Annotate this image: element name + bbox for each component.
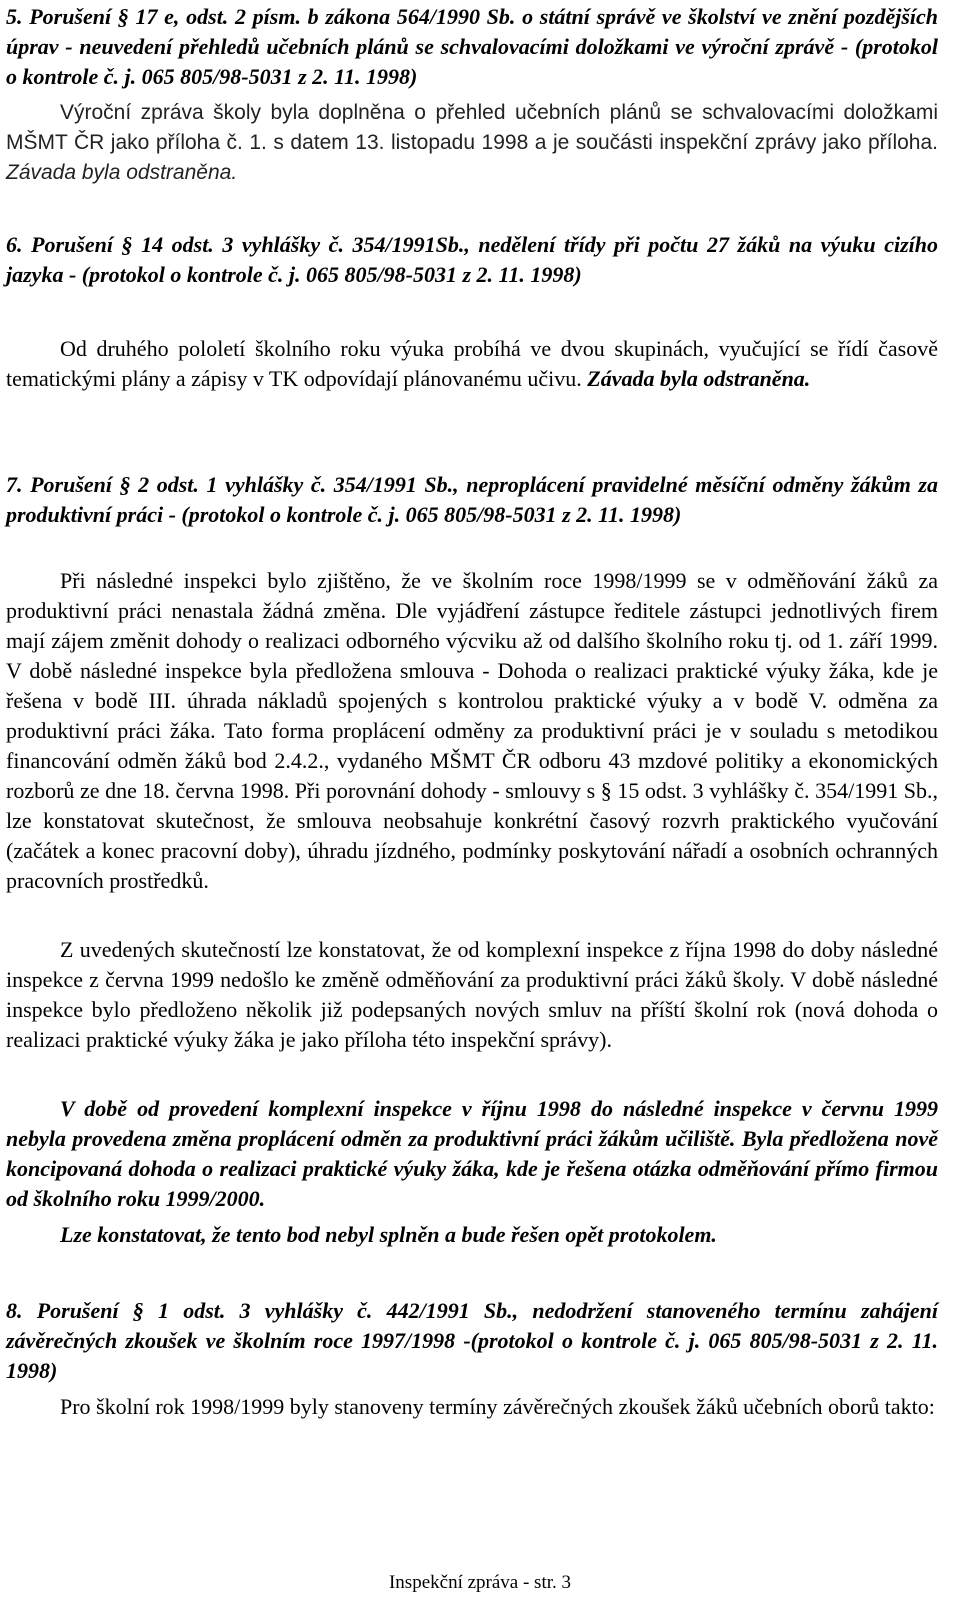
section-6-text: Od druhého pololetí školního roku výuka probíhá ve dvou skupinách, vyučující se řídí časově tematickými plány a zápisy v TK odpovídají plánovanému učivu. <box>6 336 938 391</box>
page-footer: Inspekční zpráva - str. 3 <box>388 1572 572 1593</box>
section-7-paragraph-4: Lze konstatovat, že tento bod nebyl splněn a bude řešen opět protokolem. <box>60 1222 717 1247</box>
section-7-paragraph-1: Při následné inspekci bylo zjištěno, že ve školním roce 1998/1999 se v odměňování žáků za produktivní práci nenastala žádná změna. Dle vyjádření zástupce ředitele zástupci jednotlivých firem mají zájem změnit dohody o realizaci odborného výcviku až od dalšího školního roku tj. od 1. září 1999. V době následné inspekce byla předložena smlouva - Dohoda o realizaci praktické výuky žáka, kde je řešena v bodě III. úhrada nákladů spojených s kontrolou praktické výuky a v bodě V. odměna za produktivní práci žáka. Tato forma proplácení odměny za produktivní práci je v souladu s metodikou financování odměn žáků bod 2.4.2., vydaného MŠMT ČR odboru 43 mzdové politiky a ekonomických rozborů ze dne 18. června 1998. Při porovnání dohody - smlouvy s § 15 odst. 3 vyhlášky č. 354/1991 Sb., lze konstatovat skutečnost, že smlouva neobsahuje konkrétní časový rozvrh praktického vyučování (začátek a konec pracovní doby), úhradu jízdného, podmínky poskytování nářadí a osobních ochranných pracovních prostředků. <box>6 568 938 893</box>
section-7-title: 7. Porušení § 2 odst. 1 vyhlášky č. 354/1991 Sb., neproplácení pravidelné měsíční odměny žákům za produktivní práci - (protokol o kontrole č. j. 065 805/98-5031 z 2. 11. 1998) <box>6 472 938 527</box>
section-8-paragraph: Pro školní rok 1998/1999 byly stanoveny termíny závěrečných zkoušek žáků učebních oborů takto: <box>60 1394 935 1419</box>
section-7-paragraph-2: Z uvedených skutečností lze konstatovat, že od komplexní inspekce z října 1998 do doby následné inspekce z června 1999 nedošlo ke změně odměňování za produktivní práci žáků školy. V době následné inspekce bylo předloženo několik již podepsaných nových smluv na příští školní rok (nová dohoda o realizaci praktické výuky žáka je jako příloha této inspekční správy). <box>6 937 938 1052</box>
section-5-title: 5. Porušení § 17 e, odst. 2 písm. b zákona 564/1990 Sb. o státní správě ve školství ve znění pozdějších úprav - neuvedení přehledů učebních plánů se schvalovacími doložkami ve výroční zprávě - (protokol o kontrole č. j. 065 805/98-5031 z 2. 11. 1998) <box>6 4 938 89</box>
section-5-conclusion: Závada byla odstraněna. <box>6 161 238 184</box>
section-5-text: Výroční zpráva školy byla doplněna o přehled učebních plánů se schvalovacími doložkami MŠMT ČR jako příloha č. 1. s datem 13. listopadu 1998 a je součásti inspekční zprávy jako příloha. <box>6 101 938 154</box>
section-7-paragraph-3: V době od provedení komplexní inspekce v říjnu 1998 do následné inspekce v červnu 1999 nebyla provedena změna proplácení odměn za produktivní práci žákům učiliště. Byla předložena nově koncipovaná dohoda o realizaci praktické výuky žáka, kde je řešena otázka odměňování přímo firmou od školního roku 1999/2000. <box>6 1096 938 1211</box>
section-6-paragraph <box>6 334 938 394</box>
section-8-title: 8. Porušení § 1 odst. 3 vyhlášky č. 442/1991 Sb., nedodržení stanoveného termínu zahájení závěrečných zkoušek ve školním roce 1997/1998 -(protokol o kontrole č. j. 065 805/98-5031 z 2. 11. 1998) <box>6 1298 938 1383</box>
section-6-conclusion: Závada byla odstraněna. <box>587 366 811 391</box>
section-6-title: 6. Porušení § 14 odst. 3 vyhlášky č. 354/1991Sb., nedělení třídy při počtu 27 žáků na výuku cizího jazyka - (protokol o kontrole č. j. 065 805/98-5031 z 2. 11. 1998) <box>6 232 938 287</box>
section-5-paragraph <box>6 98 938 188</box>
